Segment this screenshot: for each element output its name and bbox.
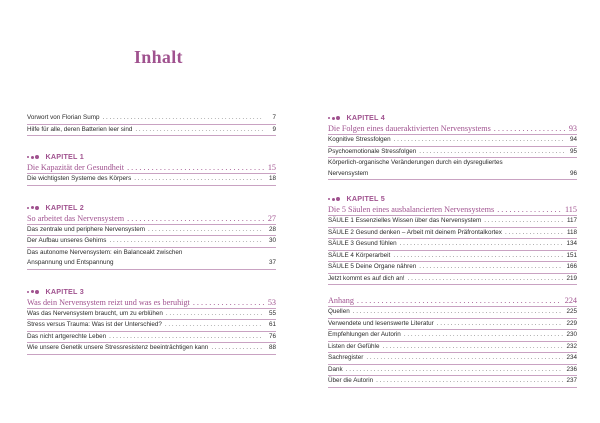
entry-title: Sachregister [328, 354, 364, 361]
toc-entry[interactable] [328, 135, 577, 146]
chapter-page-number: 27 [267, 213, 276, 223]
chapter-label [27, 152, 276, 162]
chapter-label [27, 287, 276, 297]
toc-entry[interactable] [27, 236, 276, 247]
chapter-title[interactable] [27, 213, 276, 224]
entry-page-number: 94 [569, 136, 577, 143]
dot [332, 117, 335, 120]
entry-page-number: 225 [566, 308, 577, 315]
dot-leader [127, 213, 265, 224]
chapter-block [27, 152, 276, 186]
dot [27, 207, 29, 209]
toc-entry[interactable] [328, 319, 577, 330]
entry-page-number: 7 [272, 114, 276, 121]
dot [31, 290, 34, 293]
dot-leader [419, 262, 563, 273]
entry-title: Das nicht artgerechte Leben [27, 332, 107, 340]
dot-leader [494, 123, 566, 134]
toc-entry[interactable] [328, 262, 577, 273]
toc-entry[interactable] [328, 307, 577, 318]
chapter-page-number: 115 [565, 205, 577, 214]
chapter-block [328, 113, 577, 180]
page-title: Inhalt [134, 47, 183, 67]
bullet-dots-icon [27, 290, 41, 294]
entry-page-number: 232 [566, 342, 577, 350]
entry-title: Das zentrale und periphere Nervensystem [27, 225, 145, 233]
dot-leader [394, 135, 564, 146]
dot [336, 197, 340, 201]
chapter-block [27, 203, 276, 270]
entry-title: Psychoemotionale Stressfolgen [328, 147, 417, 155]
entry-page-number: 28 [268, 225, 276, 233]
chapter-title-text: Die Folgen eines daueraktivierten Nervensystems [328, 124, 491, 133]
dot-leader [165, 320, 263, 331]
spacer [27, 136, 276, 152]
entry-title: Listen der Gefühle [328, 342, 380, 350]
dot-leader [484, 216, 564, 227]
bullet-dots-icon [27, 206, 41, 210]
chapter-page-number: 53 [267, 297, 276, 307]
dot [336, 116, 340, 120]
entry-page-number: 96 [569, 169, 577, 177]
toc-entry[interactable] [328, 376, 577, 387]
toc-entry[interactable] [328, 342, 577, 353]
dot [31, 206, 34, 209]
toc-entry[interactable] [27, 309, 276, 320]
appendix-title-text: Anhang [328, 296, 354, 305]
entry-title: Stress versus Trauma: Was ist der Unterschied? [27, 321, 162, 328]
dot-leader [366, 353, 563, 364]
chapter-title[interactable] [328, 204, 577, 215]
toc-entry[interactable] [27, 113, 276, 124]
chapter-title[interactable] [27, 297, 276, 308]
entry-title: Körperlich-organische Veränderungen durch ein dysreguliertes Nervensystem [328, 159, 503, 177]
chapter-label [27, 203, 276, 213]
chapter-page-number: 15 [267, 163, 276, 172]
bullet-dots-icon [328, 116, 342, 120]
dot [35, 155, 39, 159]
dot [31, 156, 34, 159]
chapter-label-text: KAPITEL 2 [45, 202, 84, 212]
bullet-dots-icon [328, 197, 342, 201]
entry-title: Was das Nervensystem braucht, um zu erblühen [27, 309, 163, 317]
entry-page-number: 95 [569, 147, 577, 155]
chapter-label [328, 194, 577, 204]
toc-entry[interactable] [328, 365, 577, 376]
entry-page-number: 61 [268, 321, 276, 328]
entry-title: Empfehlungen der Autorin [328, 331, 401, 338]
entry-title: Hilfe für alle, deren Batterien leer sind [27, 125, 133, 133]
entry-page-number: 151 [566, 251, 577, 259]
entry-page-number: 30 [268, 237, 276, 244]
entry-page-number: 76 [268, 332, 276, 340]
dot-leader [497, 204, 562, 215]
entry-title: Wie unsere Genetik unsere Stressresistenz beeinträchtigen kann [27, 344, 209, 351]
entry-title: SÄULE 1 Essenzielles Wissen über das Nervensystem [328, 217, 482, 224]
dot-leader [193, 297, 265, 308]
dot-leader [353, 307, 564, 318]
dot-leader [109, 236, 263, 247]
appendix-page-number: 224 [564, 296, 577, 305]
chapter-title[interactable] [27, 162, 276, 173]
entry-page-number: 230 [566, 331, 577, 338]
dot-leader [127, 162, 265, 173]
dot-leader [134, 174, 263, 185]
dot [35, 290, 39, 294]
toc-entry[interactable] [328, 353, 577, 364]
dot-leader [408, 274, 564, 285]
entry-page-number: 166 [566, 263, 577, 270]
entry-page-number: 229 [566, 319, 577, 327]
toc-entry[interactable] [27, 343, 276, 354]
entry-page-number: 134 [566, 240, 577, 247]
spacer [27, 270, 276, 287]
toc-entry[interactable] [328, 330, 577, 341]
chapter-title-text: Die Kapazität der Gesundheit [27, 163, 125, 172]
chapter-title-text: Was dein Nervensystem reizt und was es beruhigt [27, 297, 190, 307]
entry-page-number: 18 [268, 175, 276, 182]
toc-entry[interactable] [328, 158, 577, 179]
toc-entry[interactable] [328, 251, 577, 262]
dot-leader [102, 113, 263, 124]
entry-title: SÄULE 3 Gesund fühlen [328, 240, 397, 247]
toc-entry[interactable] [27, 248, 276, 269]
toc-entry[interactable] [328, 228, 577, 239]
entry-page-number: 55 [268, 309, 276, 317]
dot-leader [109, 332, 263, 343]
dot [35, 206, 39, 210]
entry-title: Quellen [328, 308, 350, 315]
spacer [27, 186, 276, 203]
bullet-dots-icon [27, 155, 41, 159]
dot-leader [211, 343, 263, 354]
entry-page-number: 234 [566, 354, 577, 361]
entry-title: Dank [328, 365, 343, 373]
dot-leader [346, 365, 564, 376]
entry-page-number: 219 [566, 274, 577, 282]
entry-title: Über die Autorin [328, 377, 374, 384]
spacer [328, 285, 577, 295]
dot-leader [404, 330, 564, 341]
entry-title: SÄULE 5 Deine Organe nähren [328, 263, 417, 270]
dot-leader [166, 309, 263, 320]
dot [328, 117, 330, 119]
appendix-title[interactable] [328, 295, 577, 306]
chapter-label-text: KAPITEL 3 [45, 286, 84, 296]
entry-title: Das autonome Nervensystem: ein Balanceakt zwischen Anspannung und Entspannung [27, 248, 183, 266]
chapter-label-text: KAPITEL 1 [45, 152, 84, 161]
toc-entry[interactable] [328, 274, 577, 285]
toc-entry[interactable] [27, 320, 276, 331]
dot [27, 291, 29, 293]
chapter-title-text: So arbeitet das Nervensystem [27, 213, 125, 223]
toc-entry[interactable] [328, 216, 577, 227]
chapter-title-text: Die 5 Säulen eines ausbalancierten Nervensystems [328, 205, 495, 214]
toc-entry[interactable] [27, 332, 276, 343]
entry-page-number: 117 [566, 217, 577, 224]
entry-page-number: 88 [268, 344, 276, 351]
toc-left-column [27, 113, 276, 355]
entry-page-number: 37 [268, 259, 276, 266]
dot-leader [357, 295, 562, 306]
entry-title: Kognitive Stressfolgen [328, 136, 391, 143]
dot-leader [382, 342, 563, 353]
entry-title: SÄULE 2 Gesund denken – Arbeit mit deinem Präfrontalkortex [328, 228, 502, 236]
toc-right-column [328, 113, 577, 388]
chapter-block [27, 287, 276, 355]
entry-page-number: 9 [272, 125, 276, 133]
toc-entry[interactable] [27, 225, 276, 236]
dot-leader [376, 376, 563, 387]
dot [328, 198, 330, 200]
dot-leader [393, 251, 563, 262]
entry-title: SÄULE 4 Körperarbeit [328, 251, 391, 259]
chapter-label-text: KAPITEL 4 [346, 113, 385, 122]
dot-leader [437, 319, 564, 330]
entry-divider [328, 387, 577, 388]
toc-entry[interactable] [328, 239, 577, 250]
chapter-label [328, 113, 577, 123]
entry-title: Verwendete und lesenswerte Literatur [328, 319, 434, 327]
entry-title: Die wichtigsten Systeme des Körpers [27, 175, 132, 182]
entry-divider [27, 354, 276, 355]
toc-entry[interactable] [328, 147, 577, 158]
toc-entry[interactable] [27, 125, 276, 136]
dot-leader [419, 147, 564, 158]
toc-entry[interactable] [27, 174, 276, 185]
dot [332, 198, 335, 201]
entry-page-number: 236 [566, 365, 577, 373]
entry-page-number: 118 [566, 228, 577, 236]
spacer [328, 180, 577, 194]
dot-leader [148, 225, 263, 236]
entry-page-number: 237 [566, 377, 577, 384]
entry-title: Der Aufbau unseres Gehirns [27, 237, 107, 244]
chapter-title[interactable] [328, 123, 577, 134]
chapter-block [328, 194, 577, 285]
chapter-page-number: 93 [568, 124, 577, 133]
entry-title: Vorwort von Florian Sump [27, 114, 100, 121]
chapter-label-text: KAPITEL 5 [346, 194, 385, 203]
appendix-block [328, 295, 577, 388]
dot-leader [400, 239, 564, 250]
dot-leader [505, 228, 564, 239]
dot-leader [135, 125, 263, 136]
entry-title: Jetzt kommt es auf dich an! [328, 274, 405, 282]
dot [27, 156, 29, 158]
